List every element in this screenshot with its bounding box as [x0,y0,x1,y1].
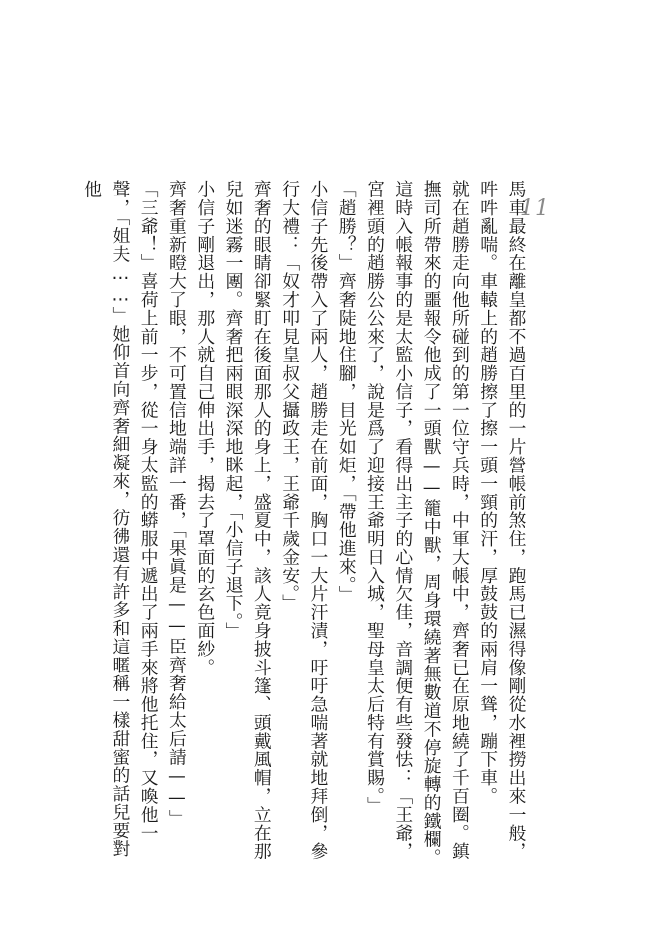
page-number: 11 [520,196,550,221]
paragraph: 這時入帳報事的是太監小信子，看得出主子的心情欠佳，音調便有些發怯：「王爺，宮裡頭的趙勝公公來了，說是爲了迎接王爺明日入城，聖母皇太后特有賞賜。」 [364,180,414,861]
paragraph: 「趙勝？」齊奢陡地住腳，目光如炬，「帶他進來。」 [336,180,358,604]
paragraph: 小信子先後帶入了兩人，趙勝走在前面，胸口一大片汗漬，吁吁急喘著就地拜倒，參行大禮：「奴才叩見皇叔父攝政王，王爺千歲金安。」 [279,180,329,861]
paragraph: 馬車最終在離皇都不過百里的一片營帳前煞住，跑馬已濕得像剛從水裡撈出來一般，吽吽亂喘。車轅上的趙勝擦了擦一頭一頸的汗，厚鼓鼓的兩肩一聳，蹦下車。 [477,180,527,861]
paragraph: 小信子剛退出，那人就自己伸出手，揭去了罩面的玄色面紗。 [194,180,216,677]
paragraph: 齊奢重新瞪大了眼，不可置信地端詳一番，「果眞是——臣齊奢給太后請——」 [166,180,188,828]
paragraph: 就在趙勝走向他所碰到的第一位守兵時，中軍大帳中，齊奢已在原地繞了千百圈。鎮撫司所帶來的噩報令他成了一頭獸——籠中獸，周身環繞著無數道不停旋轉的鐵欄。 [421,180,471,867]
body-text [78,180,530,870]
paragraph: 齊奢的眼睛卻緊盯在後面那人的身上，盛夏中，該人竟身披斗篷、頭戴風帽，立在那兒如迷霧一團。齊奢把兩眼深深地眯起，「小信子退下。」 [223,180,273,861]
paragraph: 「三爺！」喜荷上前一步，從一身太監的蟒服中遞出了兩手來將他托住，又喚他一聲，「姐夫……」她仰首向齊奢細凝來，彷彿還有許多和這暱稱一樣甜蜜的話兒要對他 [81,180,160,858]
